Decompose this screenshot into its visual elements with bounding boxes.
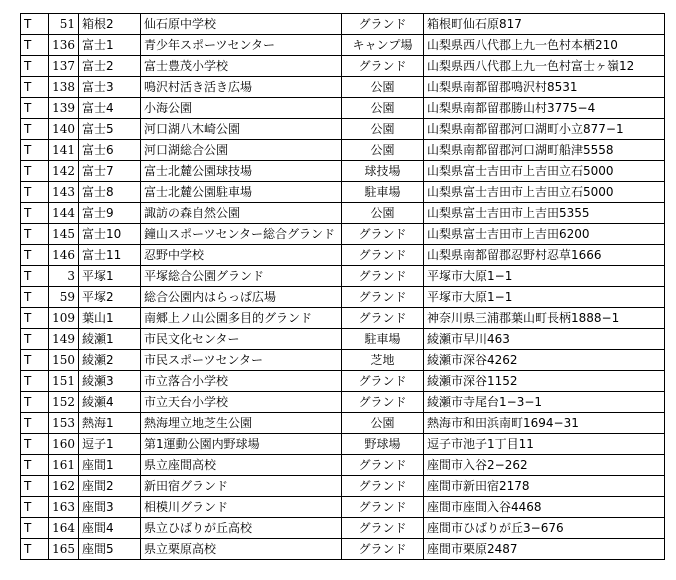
usage-cell: グランド bbox=[342, 14, 424, 35]
table-row bbox=[21, 287, 665, 308]
usage-cell: グランド bbox=[342, 245, 424, 266]
site-code-cell: 座間4 bbox=[79, 518, 141, 539]
table-row bbox=[21, 35, 665, 56]
facility-table bbox=[20, 13, 665, 560]
type-cell: T bbox=[21, 203, 49, 224]
number-cell: 150 bbox=[49, 350, 79, 371]
usage-cell: 野球場 bbox=[342, 434, 424, 455]
type-cell: T bbox=[21, 119, 49, 140]
table-row bbox=[21, 392, 665, 413]
usage-cell: グランド bbox=[342, 371, 424, 392]
type-cell: T bbox=[21, 56, 49, 77]
site-code-cell: 逗子1 bbox=[79, 434, 141, 455]
facility-name-cell: 小海公園 bbox=[141, 98, 342, 119]
table-row bbox=[21, 371, 665, 392]
type-cell: T bbox=[21, 14, 49, 35]
table-row bbox=[21, 518, 665, 539]
number-cell: 142 bbox=[49, 161, 79, 182]
type-cell: T bbox=[21, 266, 49, 287]
facility-name-cell: 県立座間高校 bbox=[141, 455, 342, 476]
type-cell: T bbox=[21, 329, 49, 350]
address-cell: 山梨県西八代郡上九一色村富士ヶ嶺12 bbox=[424, 56, 665, 77]
table-row bbox=[21, 434, 665, 455]
address-cell: 山梨県南都留郡河口湖町船津5558 bbox=[424, 140, 665, 161]
address-cell: 綾瀬市深谷1152 bbox=[424, 371, 665, 392]
address-cell: 山梨県南都留郡鳴沢村8531 bbox=[424, 77, 665, 98]
facility-name-cell: 富士北麓公園球技場 bbox=[141, 161, 342, 182]
facility-name-cell: 熱海埋立地芝生公園 bbox=[141, 413, 342, 434]
number-cell: 136 bbox=[49, 35, 79, 56]
number-cell: 51 bbox=[49, 14, 79, 35]
usage-cell: キャンプ場 bbox=[342, 35, 424, 56]
facility-name-cell: 新田宿グランド bbox=[141, 476, 342, 497]
type-cell: T bbox=[21, 35, 49, 56]
number-cell: 3 bbox=[49, 266, 79, 287]
facility-name-cell: 富士豊茂小学校 bbox=[141, 56, 342, 77]
usage-cell: 公園 bbox=[342, 203, 424, 224]
usage-cell: グランド bbox=[342, 224, 424, 245]
type-cell: T bbox=[21, 455, 49, 476]
usage-cell: 公園 bbox=[342, 140, 424, 161]
table-row bbox=[21, 245, 665, 266]
facility-name-cell: 河口湖総合公園 bbox=[141, 140, 342, 161]
site-code-cell: 座間3 bbox=[79, 497, 141, 518]
type-cell: T bbox=[21, 287, 49, 308]
usage-cell: グランド bbox=[342, 287, 424, 308]
table-row bbox=[21, 203, 665, 224]
site-code-cell: 富士8 bbox=[79, 182, 141, 203]
facility-name-cell: 県立栗原高校 bbox=[141, 539, 342, 560]
number-cell: 109 bbox=[49, 308, 79, 329]
address-cell: 平塚市大原1−1 bbox=[424, 287, 665, 308]
usage-cell: 駐車場 bbox=[342, 329, 424, 350]
table-row bbox=[21, 77, 665, 98]
number-cell: 144 bbox=[49, 203, 79, 224]
facility-name-cell: 市民文化センター bbox=[141, 329, 342, 350]
type-cell: T bbox=[21, 308, 49, 329]
type-cell: T bbox=[21, 245, 49, 266]
address-cell: 山梨県南都留郡河口湖町小立877−1 bbox=[424, 119, 665, 140]
address-cell: 山梨県富士吉田市上吉田5355 bbox=[424, 203, 665, 224]
address-cell: 箱根町仙石原817 bbox=[424, 14, 665, 35]
type-cell: T bbox=[21, 140, 49, 161]
usage-cell: 公園 bbox=[342, 98, 424, 119]
number-cell: 165 bbox=[49, 539, 79, 560]
address-cell: 神奈川県三浦郡葉山町長柄1888−1 bbox=[424, 308, 665, 329]
usage-cell: グランド bbox=[342, 56, 424, 77]
address-cell: 山梨県富士吉田市上吉田6200 bbox=[424, 224, 665, 245]
address-cell: 座間市座間入谷4468 bbox=[424, 497, 665, 518]
site-code-cell: 富士1 bbox=[79, 35, 141, 56]
type-cell: T bbox=[21, 497, 49, 518]
type-cell: T bbox=[21, 392, 49, 413]
number-cell: 143 bbox=[49, 182, 79, 203]
table-row bbox=[21, 266, 665, 287]
address-cell: 山梨県南都留郡忍野村忍草1666 bbox=[424, 245, 665, 266]
address-cell: 熱海市和田浜南町1694−31 bbox=[424, 413, 665, 434]
type-cell: T bbox=[21, 413, 49, 434]
usage-cell: グランド bbox=[342, 497, 424, 518]
site-code-cell: 富士9 bbox=[79, 203, 141, 224]
site-code-cell: 富士10 bbox=[79, 224, 141, 245]
type-cell: T bbox=[21, 518, 49, 539]
facility-name-cell: 河口湖八木崎公園 bbox=[141, 119, 342, 140]
usage-cell: グランド bbox=[342, 392, 424, 413]
table-row bbox=[21, 329, 665, 350]
usage-cell: グランド bbox=[342, 476, 424, 497]
type-cell: T bbox=[21, 434, 49, 455]
type-cell: T bbox=[21, 77, 49, 98]
facility-name-cell: 青少年スポーツセンター bbox=[141, 35, 342, 56]
number-cell: 138 bbox=[49, 77, 79, 98]
number-cell: 163 bbox=[49, 497, 79, 518]
usage-cell: 公園 bbox=[342, 77, 424, 98]
facility-name-cell: 市民スポーツセンター bbox=[141, 350, 342, 371]
address-cell: 綾瀬市早川463 bbox=[424, 329, 665, 350]
table-row bbox=[21, 413, 665, 434]
site-code-cell: 富士11 bbox=[79, 245, 141, 266]
type-cell: T bbox=[21, 98, 49, 119]
facility-name-cell: 総合公園内はらっぱ広場 bbox=[141, 287, 342, 308]
usage-cell: グランド bbox=[342, 455, 424, 476]
usage-cell: 球技場 bbox=[342, 161, 424, 182]
site-code-cell: 平塚2 bbox=[79, 287, 141, 308]
type-cell: T bbox=[21, 371, 49, 392]
site-code-cell: 綾瀬4 bbox=[79, 392, 141, 413]
site-code-cell: 綾瀬1 bbox=[79, 329, 141, 350]
facility-name-cell: 南郷上ノ山公園多目的グランド bbox=[141, 308, 342, 329]
table-row bbox=[21, 182, 665, 203]
site-code-cell: 綾瀬3 bbox=[79, 371, 141, 392]
number-cell: 146 bbox=[49, 245, 79, 266]
type-cell: T bbox=[21, 539, 49, 560]
table-row bbox=[21, 224, 665, 245]
facility-name-cell: 相模川グランド bbox=[141, 497, 342, 518]
number-cell: 162 bbox=[49, 476, 79, 497]
number-cell: 152 bbox=[49, 392, 79, 413]
facility-name-cell: 忍野中学校 bbox=[141, 245, 342, 266]
number-cell: 161 bbox=[49, 455, 79, 476]
address-cell: 綾瀬市深谷4262 bbox=[424, 350, 665, 371]
facility-name-cell: 諏訪の森自然公園 bbox=[141, 203, 342, 224]
table-row bbox=[21, 497, 665, 518]
usage-cell: 芝地 bbox=[342, 350, 424, 371]
table-row bbox=[21, 161, 665, 182]
type-cell: T bbox=[21, 476, 49, 497]
address-cell: 座間市入谷2−262 bbox=[424, 455, 665, 476]
address-cell: 座間市新田宿2178 bbox=[424, 476, 665, 497]
site-code-cell: 富士4 bbox=[79, 98, 141, 119]
site-code-cell: 綾瀬2 bbox=[79, 350, 141, 371]
site-code-cell: 座間1 bbox=[79, 455, 141, 476]
facility-name-cell: 仙石原中学校 bbox=[141, 14, 342, 35]
usage-cell: グランド bbox=[342, 518, 424, 539]
facility-table-body bbox=[21, 14, 665, 560]
number-cell: 164 bbox=[49, 518, 79, 539]
table-row bbox=[21, 350, 665, 371]
type-cell: T bbox=[21, 224, 49, 245]
facility-name-cell: 市立落合小学校 bbox=[141, 371, 342, 392]
number-cell: 151 bbox=[49, 371, 79, 392]
address-cell: 山梨県富士吉田市上吉田立石5000 bbox=[424, 161, 665, 182]
table-row bbox=[21, 56, 665, 77]
number-cell: 140 bbox=[49, 119, 79, 140]
usage-cell: グランド bbox=[342, 539, 424, 560]
site-code-cell: 熱海1 bbox=[79, 413, 141, 434]
address-cell: 座間市ひばりが丘3−676 bbox=[424, 518, 665, 539]
facility-list-sheet bbox=[20, 13, 664, 560]
facility-name-cell: 鳴沢村活き活き広場 bbox=[141, 77, 342, 98]
site-code-cell: 座間2 bbox=[79, 476, 141, 497]
site-code-cell: 富士2 bbox=[79, 56, 141, 77]
address-cell: 平塚市大原1−1 bbox=[424, 266, 665, 287]
facility-name-cell: 県立ひばりが丘高校 bbox=[141, 518, 342, 539]
site-code-cell: 平塚1 bbox=[79, 266, 141, 287]
usage-cell: 公園 bbox=[342, 413, 424, 434]
table-row bbox=[21, 455, 665, 476]
usage-cell: 公園 bbox=[342, 119, 424, 140]
facility-name-cell: 市立天台小学校 bbox=[141, 392, 342, 413]
number-cell: 137 bbox=[49, 56, 79, 77]
address-cell: 山梨県富士吉田市上吉田立石5000 bbox=[424, 182, 665, 203]
site-code-cell: 葉山1 bbox=[79, 308, 141, 329]
facility-name-cell: 富士北麓公園駐車場 bbox=[141, 182, 342, 203]
table-row bbox=[21, 119, 665, 140]
table-row bbox=[21, 539, 665, 560]
address-cell: 山梨県西八代郡上九一色村本栖210 bbox=[424, 35, 665, 56]
facility-name-cell: 平塚総合公園グランド bbox=[141, 266, 342, 287]
site-code-cell: 富士7 bbox=[79, 161, 141, 182]
table-row bbox=[21, 140, 665, 161]
site-code-cell: 箱根2 bbox=[79, 14, 141, 35]
number-cell: 141 bbox=[49, 140, 79, 161]
address-cell: 逗子市池子1丁目11 bbox=[424, 434, 665, 455]
number-cell: 160 bbox=[49, 434, 79, 455]
facility-name-cell: 鐘山スポーツセンター総合グランド bbox=[141, 224, 342, 245]
site-code-cell: 座間5 bbox=[79, 539, 141, 560]
address-cell: 座間市栗原2487 bbox=[424, 539, 665, 560]
number-cell: 145 bbox=[49, 224, 79, 245]
site-code-cell: 富士6 bbox=[79, 140, 141, 161]
number-cell: 139 bbox=[49, 98, 79, 119]
site-code-cell: 富士5 bbox=[79, 119, 141, 140]
site-code-cell: 富士3 bbox=[79, 77, 141, 98]
type-cell: T bbox=[21, 161, 49, 182]
number-cell: 149 bbox=[49, 329, 79, 350]
usage-cell: 駐車場 bbox=[342, 182, 424, 203]
table-row bbox=[21, 14, 665, 35]
usage-cell: グランド bbox=[342, 308, 424, 329]
address-cell: 山梨県南都留郡勝山村3775−4 bbox=[424, 98, 665, 119]
number-cell: 153 bbox=[49, 413, 79, 434]
type-cell: T bbox=[21, 182, 49, 203]
address-cell: 綾瀬市寺尾台1−3−1 bbox=[424, 392, 665, 413]
table-row bbox=[21, 308, 665, 329]
type-cell: T bbox=[21, 350, 49, 371]
table-row bbox=[21, 476, 665, 497]
usage-cell: グランド bbox=[342, 266, 424, 287]
facility-name-cell: 第1運動公園内野球場 bbox=[141, 434, 342, 455]
table-row bbox=[21, 98, 665, 119]
number-cell: 59 bbox=[49, 287, 79, 308]
